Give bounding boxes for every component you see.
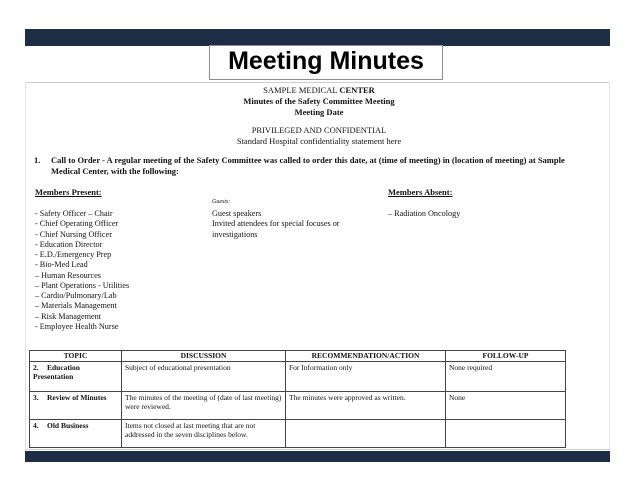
recommendation-cell: The minutes were approved as written. bbox=[286, 391, 446, 419]
topic-number: 4. bbox=[33, 420, 39, 430]
members-present-list bbox=[35, 209, 129, 332]
recommendation-cell: For Information only bbox=[286, 361, 446, 391]
list-item: - Bio-Med Lead bbox=[35, 260, 88, 270]
members-absent-list bbox=[388, 209, 460, 219]
topic-cell bbox=[30, 419, 122, 447]
topic-text: Review of Minutes bbox=[47, 392, 107, 402]
recommendation-cell bbox=[286, 419, 446, 447]
confidentiality-statement: Standard Hospital confidentiality statement here bbox=[236, 136, 402, 146]
members-absent-heading: Members Absent: bbox=[388, 187, 453, 197]
org-name-line bbox=[160, 85, 478, 96]
privileged-heading: PRIVILEGED AND CONFIDENTIAL bbox=[251, 125, 387, 135]
org-name-prefix: SAMPLE MEDICAL bbox=[263, 85, 340, 95]
discussion-cell: Items not closed at last meeting that are not addressed in the seven disciplines below. bbox=[122, 419, 286, 447]
topic-text: Old Business bbox=[47, 420, 89, 430]
list-item: – Radiation Oncology bbox=[388, 209, 461, 218]
frame-line-top bbox=[25, 82, 610, 83]
followup-cell bbox=[446, 419, 566, 447]
list-item: Invited attendees for special focuses or bbox=[212, 219, 340, 229]
org-name-emphasis: CENTER bbox=[339, 85, 375, 95]
column-header-topic: TOPIC bbox=[30, 351, 122, 362]
topic-cell bbox=[30, 361, 122, 391]
column-header-followup: FOLLOW-UP bbox=[446, 351, 566, 362]
list-item: - Safety Officer – Chair bbox=[35, 209, 113, 218]
list-item: - E.D./Emergency Prep bbox=[35, 250, 112, 259]
list-item: Guest speakers bbox=[212, 209, 262, 218]
page-title: Meeting Minutes bbox=[228, 47, 424, 75]
column-header-recommendation: RECOMMENDATION/ACTION bbox=[286, 351, 446, 362]
topic-text: Education Presentation bbox=[33, 362, 80, 381]
list-item: – Human Resources bbox=[35, 270, 101, 280]
column-header-discussion: DISCUSSION bbox=[122, 351, 286, 362]
topics-table bbox=[29, 350, 566, 448]
frame-line-bottom bbox=[25, 449, 610, 450]
table-row bbox=[30, 419, 566, 447]
topic-number: 2. bbox=[33, 362, 39, 372]
topic-number: 3. bbox=[33, 392, 39, 402]
followup-cell: None required bbox=[446, 361, 566, 391]
bottom-banner-bar bbox=[25, 451, 610, 462]
call-to-order-text: Call to Order - A regular meeting of the Safety Committee was called to order this date, at (time of meeting) in (location of meeting) at Sample Medical Center, with the following: bbox=[51, 155, 565, 176]
discussion-cell: Subject of educational presentation bbox=[122, 361, 286, 391]
list-item: - Chief Nursing Officer bbox=[35, 229, 112, 239]
guests-label: Guests: bbox=[212, 199, 231, 205]
list-item: investigations bbox=[212, 229, 258, 239]
list-item: – Plant Operations - Utilities bbox=[35, 280, 130, 290]
table-header-row bbox=[30, 351, 566, 362]
list-item: – Cardio/Pulmonary/Lab bbox=[35, 291, 117, 300]
discussion-cell: The minutes of the meeting of (date of last meeting) were reviewed. bbox=[122, 391, 286, 419]
table-row bbox=[30, 361, 566, 391]
list-item: – Risk Management bbox=[35, 311, 101, 321]
list-item: - Education Director bbox=[35, 239, 103, 249]
followup-cell: None bbox=[446, 391, 566, 419]
meeting-date: Meeting Date bbox=[294, 107, 344, 117]
list-item: - Chief Operating Officer bbox=[35, 219, 119, 229]
frame-line-left bbox=[25, 82, 26, 450]
topic-cell bbox=[30, 391, 122, 419]
meeting-subtitle: Minutes of the Safety Committee Meeting bbox=[243, 96, 395, 106]
list-item: - Employee Health Nurse bbox=[35, 321, 119, 331]
call-to-order-number: 1. bbox=[34, 155, 41, 165]
guests-list bbox=[212, 209, 340, 240]
table-row bbox=[30, 391, 566, 419]
frame-line-right bbox=[609, 82, 610, 450]
members-present-heading: Members Present: bbox=[35, 187, 102, 197]
list-item: – Materials Management bbox=[35, 301, 117, 311]
